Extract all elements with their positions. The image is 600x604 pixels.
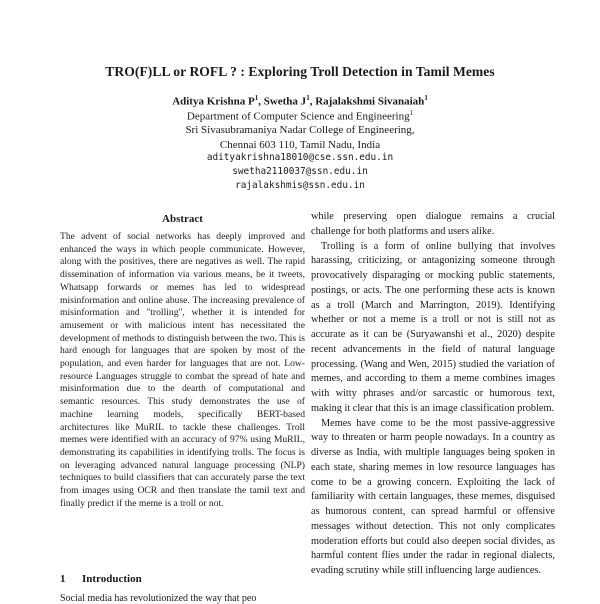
- author-affiliation-mark: 1: [254, 94, 259, 102]
- introduction-first-line: Social media has revolutionized the way that peo: [60, 593, 257, 604]
- department-name: Department of Computer Science and Engineering: [186, 110, 410, 123]
- body-paragraph: Memes have come to be the most passive-aggressive way to threaten or harm people nowadays. In a country as diverse as India, with multiple languages being spoken in each state, sharing memes in low resource languages has come to be a growing concern. Exploiting the lack of familiarity with certain languages, these memes, disguised as humorous content, can spread harmful or offensive messages without detection. This not only complicates moderation efforts but could also deepen social divides, as harmful content flies under the radar in regional dialects, evading scrutiny while still influencing large audiences.: [311, 417, 555, 576]
- author-separator: ,: [258, 95, 264, 108]
- section-heading-introduction: [60, 573, 305, 585]
- author-email: rajalakshmis@ssn.edu.in: [235, 180, 365, 191]
- body-paragraph: Trolling is a form of online bullying that involves harassing, criticizing, or antagonizing someone through provocatively disparaging or mocking public statements, postings, or acts. The one performing these acts is known as a troll (March and Marrington, 2019). Identifying whether or not a meme is a troll or not is still not as accurate as it can be (Suryawanshi et al., 2020) despite recent advancements in the field of natural language processing. (Wang and Wen, 2015) studied the variation of memes, and according to them a meme combines images with witty phrases and/or sarcastic or humorous text, making it clear that this is an image classification problem.: [311, 240, 555, 414]
- body-paragraph: while preserving open dialogue remains a crucial challenge for both platforms and users alike.: [311, 211, 555, 237]
- section-number: 1: [60, 573, 66, 585]
- author-affiliation-mark: 1: [306, 94, 310, 102]
- right-column-body: [311, 210, 555, 579]
- author-name: Aditya Krishna P: [172, 95, 255, 108]
- affiliation-department: [0, 109, 600, 123]
- author-name: Swetha J: [263, 95, 307, 108]
- affiliation-college: Sri Sivasubramaniya Nadar College of Engineering,: [185, 124, 415, 136]
- author-affiliation-mark: 1: [424, 94, 428, 102]
- abstract-heading: Abstract: [162, 213, 203, 225]
- author-separator: ,: [309, 95, 316, 108]
- affiliation-city: Chennai 603 110, Tamil Nadu, India: [219, 139, 381, 151]
- department-affiliation-mark: 1: [409, 109, 414, 117]
- author-list: [0, 94, 600, 108]
- author-email: adityakrishna18010@cse.ssn.edu.in: [206, 152, 394, 163]
- author-email: swetha2110037@ssn.edu.in: [232, 166, 368, 177]
- abstract-body: The advent of social networks has deeply improved and enhanced the ways in which people communicate. However, along with the positives, there are negatives as well. The rapid dissemination of information via various means, be it tweets, Whatsapp forwards or memes has led to widespread misinformation and online abuse. The increasing prevalence of misinformation and "trolling", whether it is intended for amusement or with malicious intent has necessitated the development of methods to distinguish between the two. This is hard enough for languages that are spoken by most of the population, and even harder for languages that are not. Low-resource Languages struggle to combat the spread of hate and misinformation due to the dearth of computational and semantic resources. This study demonstrates the use of machine learning models, specifically BERT-based architectures like MuRIL to tackle these challenges. Troll memes were identified with an accuracy of 97% using MuRIL, demonstrating its capabilities in identifying trolls. The focus is on leveraging advanced natural language processing (NLP) techniques to build classifiers that can accurately parse the text from images using OCR and then translate the tamil text and finally predict if the meme is a troll or not.: [60, 231, 305, 509]
- author-name: Rajalakshmi Sivanaiah: [315, 95, 425, 108]
- section-title: Introduction: [82, 573, 142, 585]
- paper-title: TRO(F)LL or ROFL ? : Exploring Troll Detection in Tamil Memes: [105, 64, 495, 79]
